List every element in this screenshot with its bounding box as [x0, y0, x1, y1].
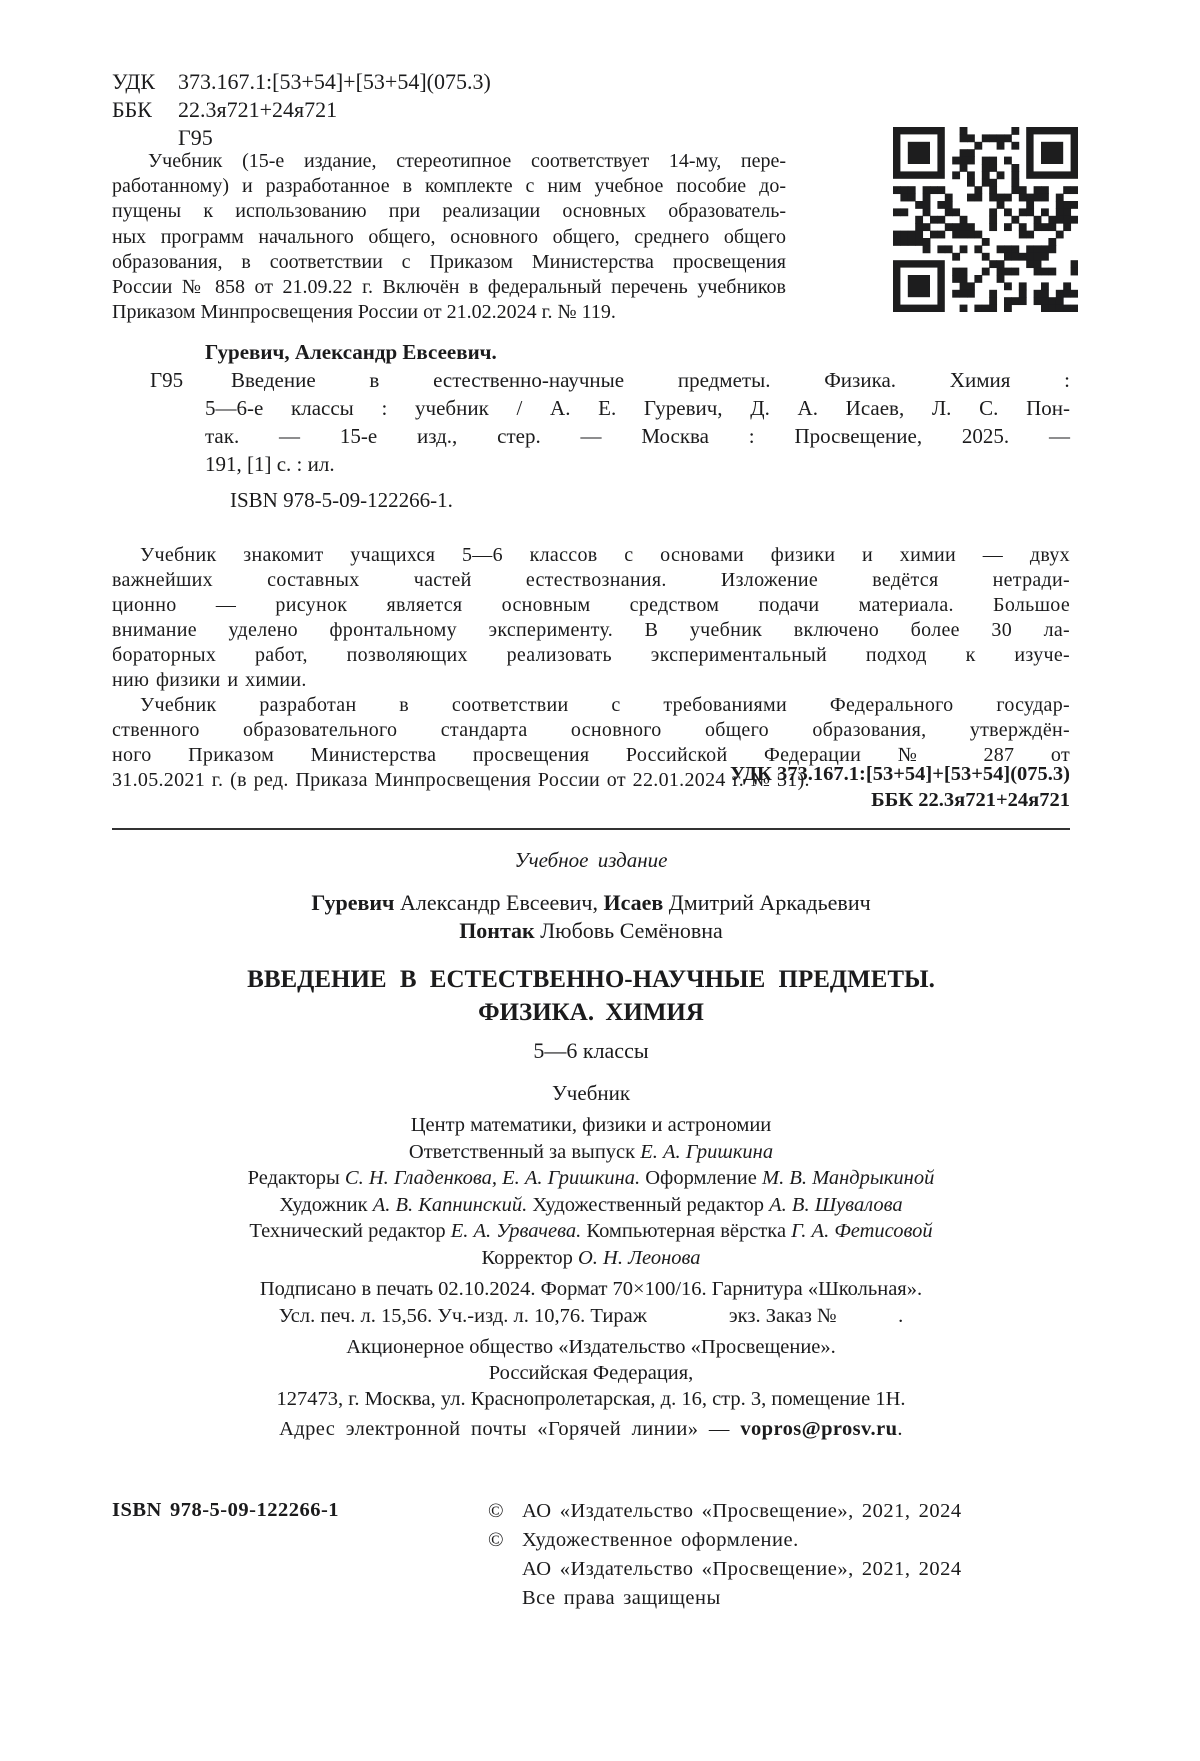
copyright-sign: ©	[488, 1500, 505, 1522]
copyright-sign: ©	[488, 1529, 505, 1551]
bibliographic-entry	[150, 338, 1070, 514]
text-line: образования, в соответствии с Приказом Министерства просвещения	[112, 250, 786, 273]
hotline-email: vopros@prosv.ru	[740, 1418, 898, 1440]
book-title-line-1: ВВЕДЕНИЕ В ЕСТЕСТВЕННО-НАУЧНЫЕ ПРЕДМЕТЫ.	[247, 966, 935, 993]
author-surname: Гуревич	[311, 890, 395, 915]
text-line: работанному) и разработанное в комплекте с ним учебное пособие до-	[112, 175, 786, 198]
udk-label: УДК	[112, 69, 156, 94]
bbk-label: ББК	[112, 97, 152, 122]
tech-editor-line: Технический редактор Е. А. Урвачева. Компьютерная вёрстка Г. А. Фетисовой	[249, 1220, 933, 1243]
department-line: Центр математики, физики и астрономии	[410, 1114, 772, 1136]
responsible-name: Е. А. Гришкина	[640, 1140, 774, 1163]
bib-author-heading: Гуревич, Александр Евсеевич.	[205, 340, 497, 364]
text-line: 191, [1] с. : ил.	[205, 452, 335, 476]
copyright-line-4: Все права защищены	[522, 1587, 721, 1609]
copyright-line-2: Художественное оформление.	[522, 1529, 799, 1551]
grades-line: 5—6 классы	[533, 1038, 649, 1063]
text-line: Учебник знакомит учащихся 5—6 классов с основами физики и химии — двух	[140, 544, 1070, 566]
publisher-block	[112, 1334, 1070, 1412]
qr-code-icon	[893, 127, 1078, 312]
copyright-line-3: АО «Издательство «Просвещение», 2021, 2024	[522, 1558, 962, 1580]
artist-name: А. В. Капнинский.	[372, 1193, 528, 1216]
publisher-country: Российская Федерация,	[488, 1362, 694, 1384]
bbk-value: 22.3я721+24я721	[178, 97, 338, 122]
publisher-address: 127473, г. Москва, ул. Краснопролетарская, д. 16, стр. 3, помещение 1Н.	[276, 1388, 906, 1410]
bbk-footnote: ББК 22.3я721+24я721	[871, 789, 1070, 811]
art-editor-name: А. В. Шувалова	[769, 1193, 903, 1216]
bib-description	[205, 366, 1070, 478]
text-line: пущены к использованию при реализации основных образователь-	[112, 200, 786, 223]
udk-bbk-footnote	[730, 761, 1070, 813]
text-line: так. — 15-е изд., стер. — Москва : Просвещение, 2025. —	[205, 424, 1070, 448]
book-title-line-2: ФИЗИКА. ХИМИЯ	[478, 999, 704, 1026]
subtitle-uchebnik: Учебник	[551, 1081, 631, 1105]
udk-line	[112, 68, 491, 96]
print-info-line-1: Подписано в печать 02.10.2024. Формат 70×100/16. Гарнитура «Школьная».	[259, 1278, 923, 1300]
edition-type: Учебное издание	[514, 848, 668, 872]
catalog-code: Г95	[178, 125, 213, 150]
annotation-paragraph-1	[112, 543, 1070, 693]
footer-isbn: ISBN 978-5-09-122266-1	[112, 1499, 340, 1521]
publisher-name: Акционерное общество «Издательство «Просвещение».	[346, 1336, 836, 1358]
text-line: Введение в естественно-научные предметы. Физика. Химия :	[231, 368, 1070, 392]
copyright-block	[488, 1499, 1070, 1611]
bib-catalog-code: Г95	[150, 368, 184, 392]
copyright-line-1: АО «Издательство «Просвещение», 2021, 2024	[522, 1500, 962, 1522]
author-surname: Понтак	[459, 918, 535, 943]
proofreader-line: Корректор О. Н. Леонова	[481, 1246, 701, 1269]
authors-line-1: Гуревич Александр Евсеевич, Исаев Дмитрий Аркадьевич	[311, 890, 871, 915]
tech-editor-name: Е. А. Урвачева.	[450, 1220, 582, 1243]
text-line: ционно — рисунок является основным средством подачи материала. Большое	[112, 594, 1070, 616]
admission-paragraph	[112, 149, 786, 325]
designer-name: М. В. Мандрыкиной	[762, 1167, 935, 1190]
editors-line: Редакторы С. Н. Гладенкова, Е. А. Гришкина. Оформление М. В. Мандрыкиной	[247, 1167, 935, 1190]
responsible-line: Ответственный за выпуск Е. А. Гришкина	[408, 1140, 774, 1163]
footer-block	[112, 1499, 1070, 1611]
text-line: ственного образовательного стандарта основного общего образования, утверждён-	[112, 719, 1070, 741]
text-line: важнейших составных частей естествознания. Изложение ведётся нетради-	[112, 569, 1070, 591]
editors-names: С. Н. Гладенкова, Е. А. Гришкина.	[344, 1167, 641, 1190]
print-info-block	[112, 1276, 1070, 1330]
text-line: России № 858 от 21.09.22 г. Включён в федеральный перечень учебников	[112, 276, 786, 299]
artist-line: Художник А. В. Капнинский. Художественный редактор А. В. Шувалова	[279, 1193, 903, 1216]
author-surname: Исаев	[603, 890, 664, 915]
bib-isbn-line: ISBN 978-5-09-122266-1.	[230, 488, 453, 512]
proofreader-name: О. Н. Леонова	[578, 1246, 701, 1269]
text-line: бораторных работ, позволяющих реализовать экспериментальный подход к изуче-	[112, 644, 1070, 666]
horizontal-divider	[112, 828, 1070, 830]
print-info-line-2: Усл. печ. л. 15,56. Уч.-изд. л. 10,76. Тираж экз. Заказ № .	[278, 1305, 904, 1327]
text-line: нию физики и химии.	[112, 669, 307, 691]
text-line: Учебник (15-е издание, стереотипное соответствует 14-му, пере-	[148, 150, 786, 172]
top-catalogue-codes	[112, 68, 491, 152]
bbk-line	[112, 96, 491, 124]
text-line: 31.05.2021 г. (в ред. Приказа Минпросвещения России от 22.01.2024 г. № 31).	[112, 769, 810, 791]
udk-value: 373.167.1:[53+54]+[53+54](075.3)	[178, 69, 491, 94]
udk-footnote: УДК 373.167.1:[53+54]+[53+54](075.3)	[729, 763, 1070, 785]
text-line: Учебник разработан в соответствии с требованиями Федерального государ-	[140, 694, 1070, 716]
catalog-code-line	[112, 124, 491, 152]
text-line: внимание уделено фронтальному эксперименту. В учебник включено более 30 ла-	[112, 619, 1070, 641]
text-line: 5—6-е классы : учебник / А. Е. Гуревич, Д. А. Исаев, Л. С. Пон-	[205, 396, 1070, 420]
text-line: ных программ начального общего, основного общего, среднего общего	[112, 225, 786, 248]
hotline-email-line: Адрес электронной почты «Горячей линии» — vopros@prosv.ru.	[279, 1418, 903, 1440]
authors-line-2: Понтак Любовь Семёновна	[459, 918, 723, 943]
layout-name: Г. А. Фетисовой	[791, 1220, 933, 1243]
credits-block	[112, 1112, 1070, 1272]
text-line: Приказом Минпросвещения России от 21.02.2024 г. № 119.	[112, 301, 616, 324]
text-line: ного Приказом Министерства просвещения Российской Федерации № 287 от	[112, 744, 1070, 766]
